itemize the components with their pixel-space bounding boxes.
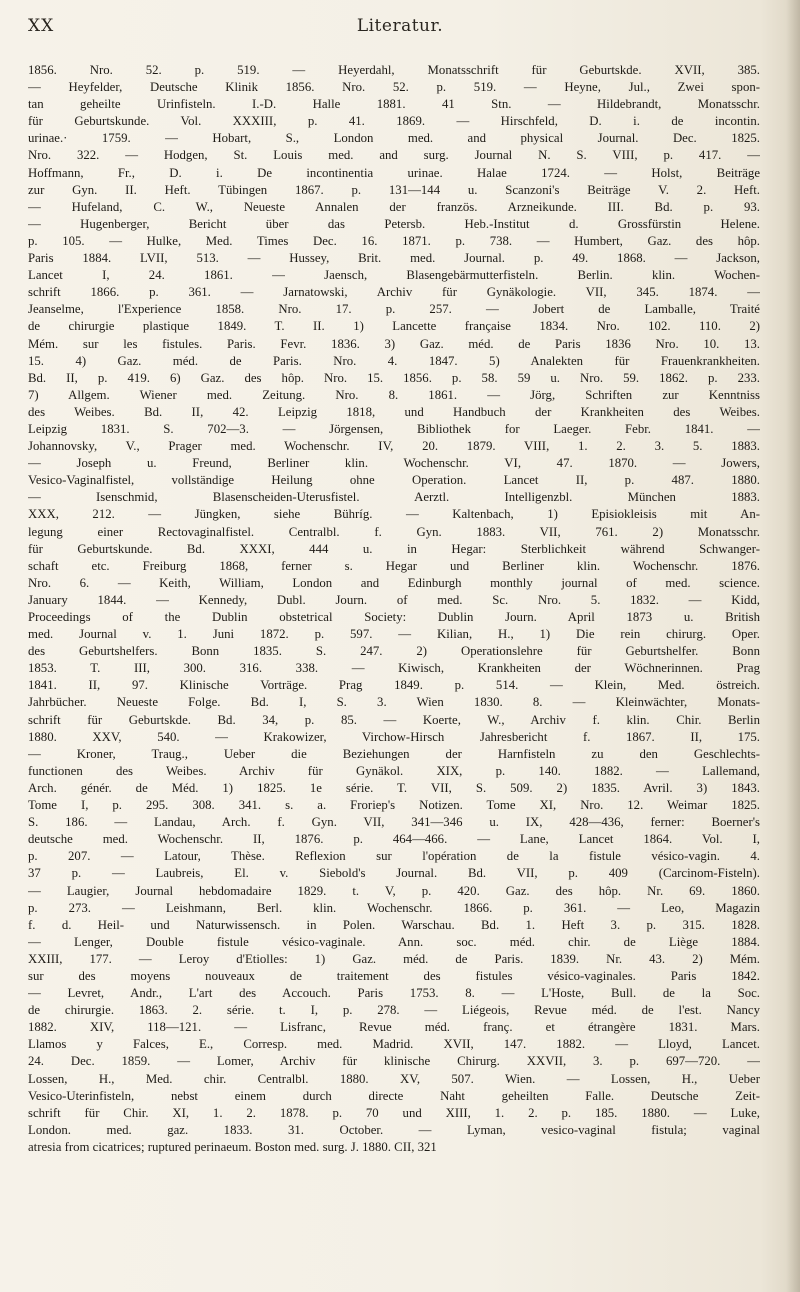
text-line: — Heyfelder, Deutsche Klinik 1856. Nro. 52. p. 519. — Heyne, Jul., Zwei spon- [28,80,760,95]
text-line: Bd. II, p. 419. 6) Gaz. des hôp. Nro. 15. 1856. p. 58. 59 u. Nro. 59. 1862. p. 233. [28,370,760,385]
text-line: des Weibes. Bd. II, 42. Leipzig 1818, und Handbuch der Krankheiten des Weibes. [28,404,760,419]
text-line: de chirurgie plastique 1849. T. II. 1) Lancette française 1834. Nro. 102. 110. 2) [28,319,760,334]
text-line: atresia from cicatrices; ruptured perinaeum. Boston med. surg. J. 1880. CII, 321 [28,1139,437,1154]
text-line: Lossen, H., Med. chir. Centralbl. 1880. XV, 507. Wien. — Lossen, H., Ueber [28,1071,760,1086]
text-line: legung einer Rectovaginalfistel. Centralbl. f. Gyn. 1883. VII, 761. 2) Monatsschr. [28,524,760,539]
text-line: 24. Dec. 1859. — Lomer, Archiv für klinische Chirurg. XXVII, 3. p. 697—720. — [28,1054,760,1069]
text-line: p. 207. — Latour, Thèse. Reflexion sur l'opération de la fistule vésico-vagin. 4. [28,849,760,864]
text-line: S. 186. — Landau, Arch. f. Gyn. VII, 341—346 u. IX, 428—436, ferner: Boerner's [28,815,760,830]
text-line: Llamos y Falces, E., Corresp. med. Madrid. XVII, 147. 1882. — Lloyd, Lancet. [28,1037,760,1052]
text-line: Vesico-Vaginalfistel, vollständige Heilung ohne Operation. Lancet II, p. 487. 1880. [28,473,760,488]
text-line: 1880. XXV, 540. — Krakowizer, Virchow-Hirsch Jahresbericht f. 1867. II, 175. [28,729,760,744]
text-line: p. 273. — Leishmann, Berl. klin. Wochenschr. 1866. p. 361. — Leo, Magazin [28,900,760,915]
text-line: zur Gyn. II. Heft. Tübingen 1867. p. 131—144 u. Scanzoni's Beiträge V. 2. Heft. [28,182,760,197]
text-line: schaft etc. Freiburg 1868, ferner s. Hegar und Berliner klin. Wochenschr. 1876. [28,558,760,573]
text-line: für Geburtskunde. Vol. XXXIII, p. 41. 1869. — Hirschfeld, D. i. de incontin. [28,114,760,129]
text-line: schrift für Geburtskde. Bd. 34, p. 85. — Koerte, W., Archiv f. klin. Chir. Berlin [28,712,760,727]
text-line: 1853. T. III, 300. 316. 338. — Kiwisch, Krankheiten der Wöchnerinnen. Prag [28,661,760,676]
text-line: 1841. II, 97. Klinische Vorträge. Prag 1849. p. 514. — Klein, Med. östreich. [28,678,760,693]
text-line: Jeanselme, l'Experience 1858. Nro. 17. p. 257. — Jobert de Lamballe, Traité [28,302,760,317]
text-line: London. med. gaz. 1833. 31. October. — Lyman, vesico-vaginal fistula; vaginal [28,1122,760,1137]
text-line: Arch. génér. de Méd. 1) 1825. 1e série. T. VII, S. 509. 2) 1835. Avril. 3) 1843. [28,780,760,795]
text-line: sur des moyens nouveaux de traitement des fistules vésico-vaginales. Paris 1842. [28,968,760,983]
text-line: Hoffmann, Fr., D. i. De incontinentia urinae. Halae 1724. — Holst, Beiträge [28,165,760,180]
text-line: Jahrbücher. Neueste Folge. Bd. I, S. 3. Wien 1830. 8. — Kleinwächter, Monats- [28,695,760,710]
text-line: — Lenger, Double fistule vésico-vaginale. Ann. soc. méd. chir. de Liège 1884. [28,934,760,949]
running-title: Literatur. [356,16,444,36]
text-line: Nro. 6. — Keith, William, London and Edinburgh monthly journal of med. science. [28,575,760,590]
text-line: schrift für Chir. XI, 1. 2. 1878. p. 70 und XIII, 1. 2. p. 185. 1880. — Luke, [28,1105,760,1120]
text-line: med. Journal v. 1. Juni 1872. p. 597. — Kilian, H., 1) Die rein chirurg. Oper. [28,627,760,642]
text-line: — Hufeland, C. W., Neueste Annalen der französ. Arzneikunde. III. Bd. p. 93. [28,199,760,214]
text-line: Paris 1884. LVII, 513. — Hussey, Brit. med. Journal. p. 49. 1868. — Jackson, [28,251,760,266]
page-edge-shadow [786,0,800,1292]
text-line: Leipzig 1831. S. 702—3. — Jörgensen, Bibliothek for Laeger. Febr. 1841. — [28,421,760,436]
bibliography-text [28,62,760,1156]
text-line: schrift 1866. p. 361. — Jarnatowski, Archiv für Gynäkologie. VII, 345. 1874. — [28,285,760,300]
text-line: Nro. 322. — Hodgen, St. Louis med. and surg. Journal N. S. VIII, p. 417. — [28,148,760,163]
text-line: 1856. Nro. 52. p. 519. — Heyerdahl, Monatsschrift für Geburtskde. XVII, 385. [28,63,760,77]
text-line: p. 105. — Hulke, Med. Times Dec. 16. 1871. p. 738. — Humbert, Gaz. des hôp. [28,233,760,248]
text-line: functionen des Weibes. Archiv für Gynäkol. XIX, p. 140. 1882. — Lallemand, [28,763,760,778]
text-line: de chirurgie. 1863. 2. série. t. I, p. 278. — Liégeois, Revue méd. de l'est. Nancy [28,1003,760,1018]
text-line: XXX, 212. — Jüngken, siehe Bühríg. — Kaltenbach, 1) Episiokleisis mit An- [28,507,760,522]
text-line: Proceedings of the Dublin obstetrical Society: Dublin Journ. April 1873 u. British [28,610,760,624]
page-header [28,12,772,42]
text-line: Tome I, p. 295. 308. 341. s. a. Froriep's Notizen. Tome XI, Nro. 12. Weimar 1825. [28,798,760,813]
text-line: tan geheilte Urinfisteln. I.-D. Halle 1881. 41 Stn. — Hildebrandt, Monatsschr. [28,97,760,112]
text-line: January 1844. — Kennedy, Dubl. Journ. of med. Sc. Nro. 5. 1832. — Kidd, [28,592,760,607]
text-line: — Joseph u. Freund, Berliner klin. Wochenschr. VI, 47. 1870. — Jowers, [28,456,760,471]
text-line: 7) Allgem. Wiener med. Zeitung. Nro. 8. 1861. — Jörg, Schriften zur Kenntniss [28,387,760,402]
text-line: — Laugier, Journal hebdomadaire 1829. t. V, p. 420. Gaz. des hôp. Nr. 69. 1860. [28,883,760,898]
text-line: deutsche med. Wochenschr. II, 1876. p. 464—466. — Lane, Lancet 1864. Vol. I, [28,832,760,847]
text-line: 15. 4) Gaz. méd. de Paris. Nro. 4. 1847. 5) Analekten für Frauenkrankheiten. [28,353,760,368]
text-line: — Levret, Andr., L'art des Accouch. Paris 1753. 8. — L'Hoste, Bull. de la Soc. [28,986,760,1001]
page-number: XX [28,16,55,36]
text-line: des Geburtshelfers. Bonn 1835. S. 247. 2) Operationslehre für Geburtshelfer. Bonn [28,644,760,659]
text-line: — Hugenberger, Bericht über das Petersb. Heb.-Institut d. Grossfürstin Helene. [28,216,760,231]
text-line: urinae.· 1759. — Hobart, S., London med. and physical Journal. Dec. 1825. [28,131,760,146]
text-line: f. d. Heil- und Naturwissensch. in Polen. Warschau. Bd. 1. Heft 3. p. 315. 1828. [28,917,760,932]
text-line: 37 p. — Laubreis, El. v. Siebold's Journal. Bd. VII, p. 409 (Carcinom-Fisteln). [28,866,760,881]
text-line: Johannovsky, V., Prager med. Wochenschr. IV, 20. 1879. VIII, 1. 2. 3. 5. 1883. [28,439,760,454]
text-line: — Isenschmid, Blasenscheiden-Uterusfistel. Aerztl. Intelligenzbl. München 1883. [28,490,760,505]
text-line: Mém. sur les fistules. Paris. Fevr. 1836. 3) Gaz. méd. de Paris 1836 Nro. 10. 13. [28,336,760,351]
text-line: für Geburtskunde. Bd. XXXI, 444 u. in Hegar: Sterblichkeit während Schwanger- [28,541,760,556]
text-line: Vesico-Uterinfisteln, nebst einem durch directe Naht geheilten Falle. Deutsche Zeit- [28,1088,760,1103]
text-line: Lancet I, 24. 1861. — Jaensch, Blasengebärmutterfisteln. Berlin. klin. Wochen- [28,268,760,283]
text-line: XXIII, 177. — Leroy d'Etiolles: 1) Gaz. méd. de Paris. 1839. Nr. 43. 2) Mém. [28,951,760,966]
text-line: 1882. XIV, 118—121. — Lisfranc, Revue méd. franç. et étrangère 1831. Mars. [28,1020,760,1035]
text-line: — Kroner, Traug., Ueber die Beziehungen der Harnfisteln zu den Geschlechts- [28,746,760,761]
